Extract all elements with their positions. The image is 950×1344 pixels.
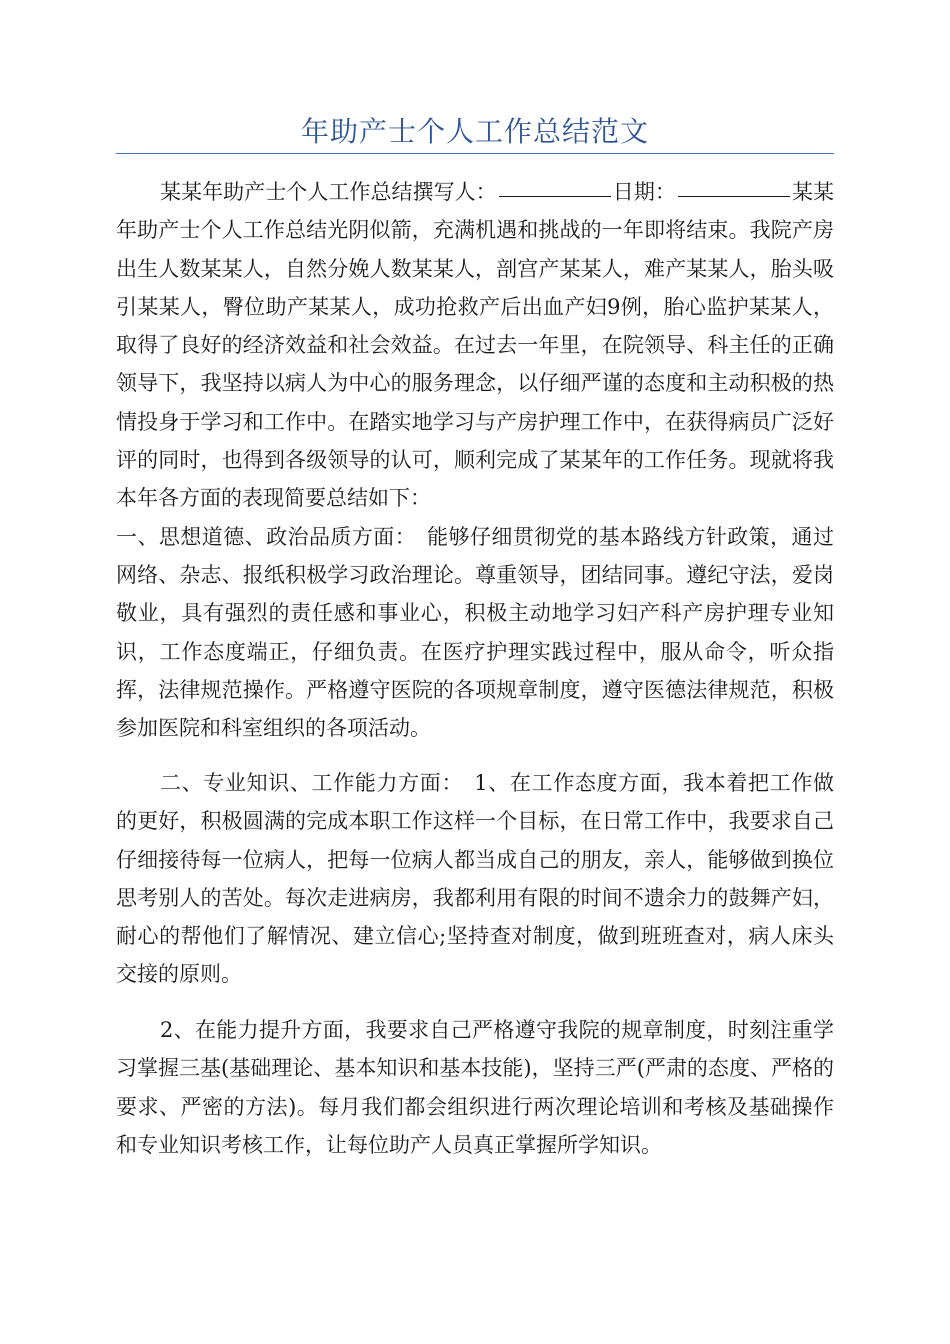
section-two-block xyxy=(116,764,834,994)
intro-paragraph xyxy=(116,173,834,518)
author-blank xyxy=(499,195,611,197)
date-label: 日期： xyxy=(612,180,676,204)
section-two-paragraph: 二、专业知识、工作能力方面： 1、在工作态度方面，我本着把工作做的更好，积极圆满的完成本职工作这样一个目标，在日常工作中，我要求自己仔细接待每一位病人，把每一位病人都当成自己的朋友，亲人，能够做到换位思考别人的苦处。每次走进病房，我都利用有限的时间不遗余力的鼓舞产妇，耐心的帮他们了解情况、建立信心;坚持查对制度，做到班班查对，病人床头交接的原则。 xyxy=(116,771,834,987)
ability-paragraph: 2、在能力提升方面，我要求自己严格遵守我院的规章制度，时刻注重学习掌握三基(基础理论、基本知识和基本技能)，坚持三严(严肃的态度、严格的要求、严密的方法)。每月我们都会组织进行两次理论培训和考核及基础操作和专业知识考核工作，让每位助产人员真正掌握所学知识。 xyxy=(116,1018,834,1157)
intro-block xyxy=(116,173,834,747)
author-label: 某某年助产士个人工作总结撰写人： xyxy=(160,180,497,204)
section-two-item-two-block xyxy=(116,1011,834,1164)
title-underline xyxy=(116,153,834,154)
document-title: 年助产士个人工作总结范文 xyxy=(300,115,649,148)
date-blank xyxy=(678,195,790,197)
section-one-paragraph: 一、思想道德、政治品质方面： 能够仔细贯彻党的基本路线方针政策，通过网络、杂志、报纸积极学习政治理论。尊重领导，团结同事。遵纪守法，爱岗敬业，具有强烈的责任感和事业心，积极主动地学习妇产科产房护理专业知识，工作态度端正，仔细负责。在医疗护理实践过程中，服从命令，听众指挥，法律规范操作。严格遵守医院的各项规章制度，遵守医德法律规范，积极参加医院和科室组织的各项活动。 xyxy=(116,524,834,741)
intro-body-text: 某某年助产士个人工作总结光阴似箭，充满机遇和挑战的一年即将结束。我院产房出生人数某某人，自然分娩人数某某人，剖宫产某某人，难产某某人，胎头吸引某某人，臀位助产某某人，成功抢救产后出血产妇9例，胎心监护某某人，取得了良好的经济效益和社会效益。在过去一年里，在院领导、科主任的正确领导下，我坚持以病人为中心的服务理念，以仔细严谨的态度和主动积极的热情投身于学习和工作中。在踏实地学习与产房护理工作中，在获得病员广泛好评的同时，也得到各级领导的认可，顺利完成了某某年的工作任务。现就将我本年各方面的表现简要总结如下： xyxy=(116,180,835,511)
